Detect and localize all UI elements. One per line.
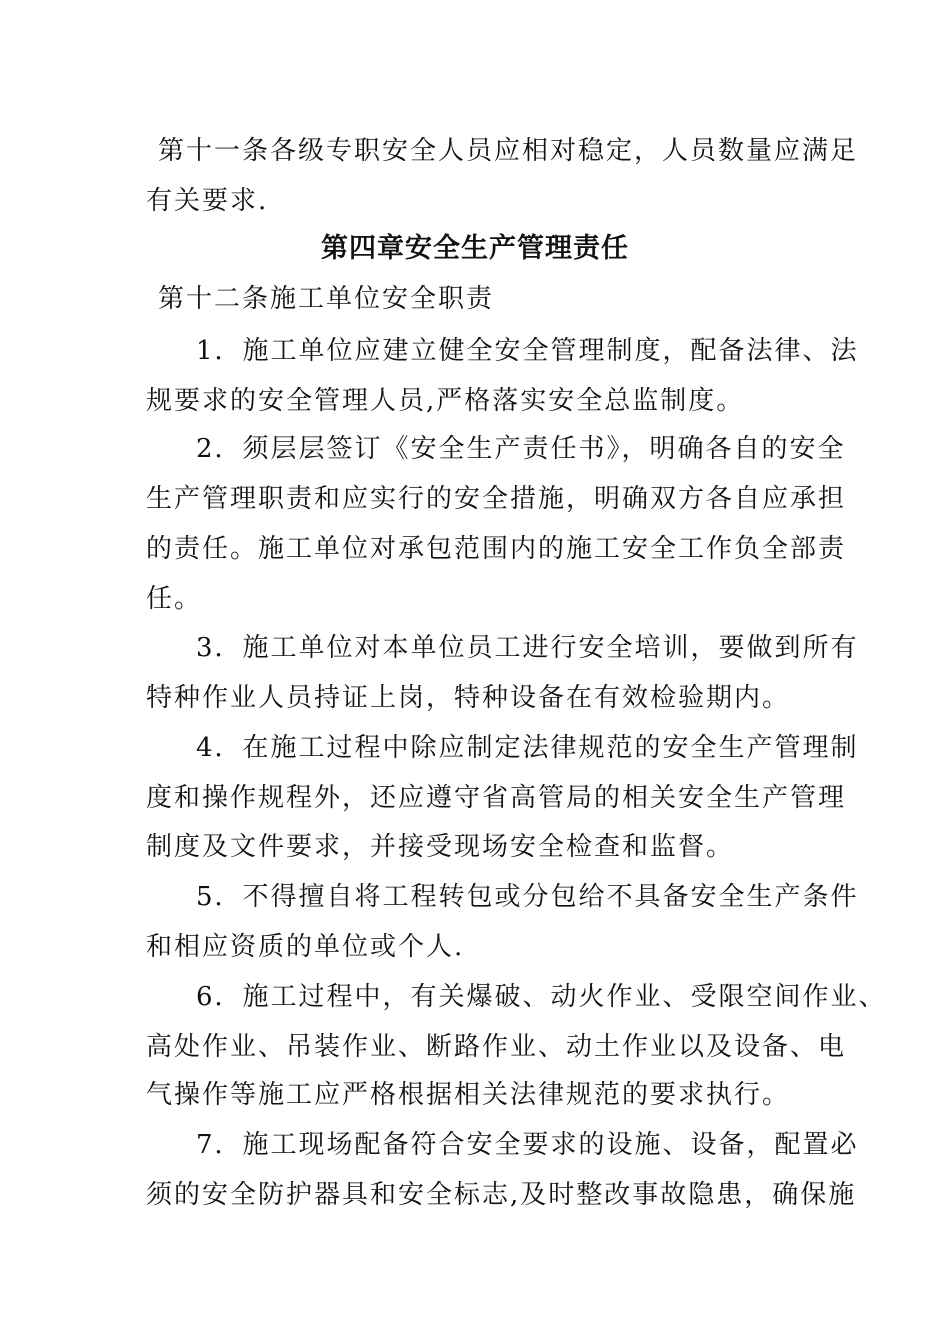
item-2-line-2: 生产管理职责和应实行的安全措施，明确双方各自应承担 (146, 484, 847, 514)
item-1-line-1: 1．施工单位应建立健全安全管理制度，配备法律、法 (196, 336, 859, 366)
item-4-line-1: 4．在施工过程中除应制定法律规范的安全生产管理制 (196, 733, 859, 763)
item-3-line-1: 3．施工单位对本单位员工进行安全培训，要做到所有 (196, 633, 859, 663)
article-12-title: 第十二条施工单位安全职责 (158, 284, 495, 314)
item-6-line-3: 气操作等施工应严格根据相关法律规范的要求执行。 (146, 1080, 791, 1110)
item-4-line-2: 度和操作规程外，还应遵守省高管局的相关安全生产管理 (146, 783, 847, 813)
item-7-line-1: 7．施工现场配备符合安全要求的设施、设备，配置必 (196, 1130, 859, 1160)
item-5-line-2: 和相应资质的单位或个人. (146, 932, 465, 962)
item-3-line-2: 特种作业人员持证上岗，特种设备在有效检验期内。 (146, 683, 791, 713)
chapter-title: 第四章安全生产管理责任 (321, 233, 629, 264)
item-6-line-2: 高处作业、吊装作业、断路作业、动土作业以及设备、电 (146, 1032, 847, 1062)
item-1-line-2: 规要求的安全管理人员,严格落实安全总监制度。 (146, 386, 745, 416)
article-11-line-1: 第十一条各级专职安全人员应相对稳定，人员数量应满足 (158, 136, 859, 166)
item-5-line-1: 5．不得擅自将工程转包或分包给不具备安全生产条件 (196, 882, 859, 912)
item-6-line-1: 6．施工过程中，有关爆破、动火作业、受限空间作业、 (196, 982, 887, 1012)
item-2-line-1: 2．须层层签订《安全生产责任书》，明确各自的安全 (196, 434, 846, 464)
article-11-line-2: 有关要求. (146, 186, 269, 216)
item-4-line-3: 制度及文件要求，并接受现场安全检查和监督。 (146, 832, 735, 862)
item-7-line-2: 须的安全防护器具和安全标志,及时整改事故隐患，确保施 (146, 1180, 857, 1210)
item-2-line-3: 的责任。施工单位对承包范围内的施工安全工作负全部责 (146, 534, 847, 564)
item-2-line-4: 任。 (146, 584, 203, 614)
